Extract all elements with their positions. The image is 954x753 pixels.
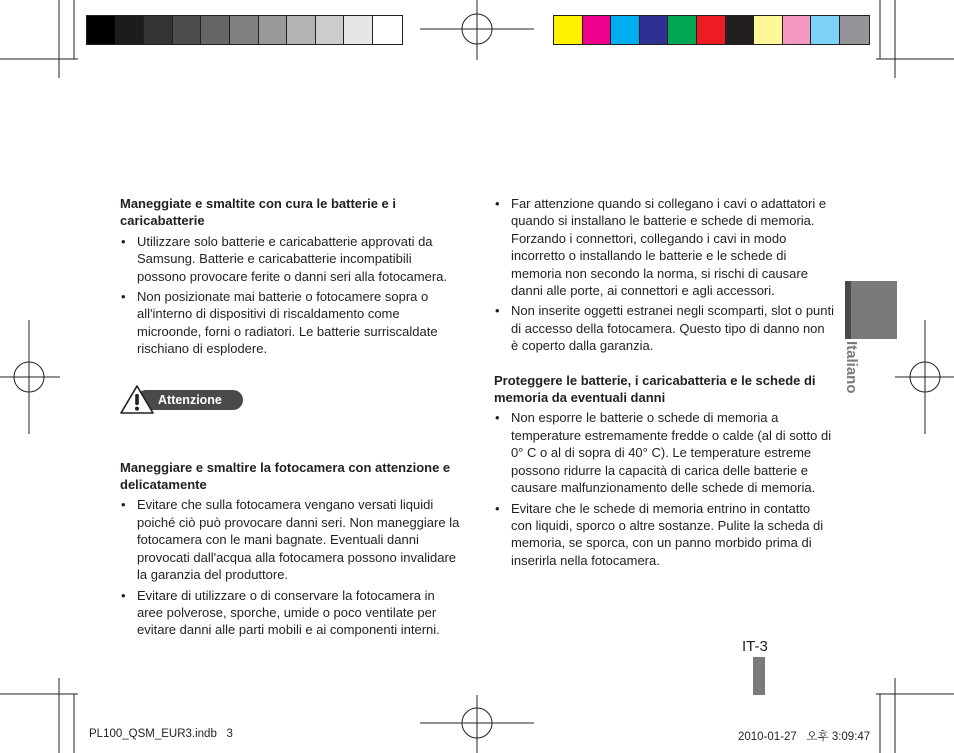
color-swatch	[287, 16, 316, 44]
bullet-list-connectors	[494, 195, 834, 355]
color-swatch	[754, 16, 783, 44]
list-item: • Non esporre le batterie o schede di memoria a temperature estremamente fredde o calde (al di sotto di 0° C o al di sopra di 40° C). Le temperature estreme possono ridurre la capacità di carica delle batterie e causare malfunzionamento delle schede di memoria.	[495, 410, 832, 496]
warning-triangle-icon	[120, 385, 154, 415]
list-item: • Utilizzare solo batterie e caricabatterie approvati da Samsung. Batterie e caricabatterie incompatibili possono provocare ferite o danni seri alla fotocamera.	[121, 233, 448, 284]
section-heading-camera-handling: Maneggiare e smaltire la fotocamera con attenzione e delicatamente	[120, 459, 451, 493]
grayscale-color-bar	[86, 15, 403, 45]
color-swatch	[259, 16, 288, 44]
right-column	[494, 195, 834, 572]
bullet-list-batteries	[120, 233, 460, 358]
color-swatch	[554, 16, 583, 44]
section-heading-batteries: Maneggiate e smaltite con cura le batterie e i caricabatterie	[120, 196, 396, 229]
list-item: • Non posizionate mai batterie o fotocamere sopra o all'interno di dispositivi di riscaldamento come microonde, forni o radiatori. Le batterie surriscaldate rischiano di esplodere.	[121, 289, 438, 357]
process-color-bar	[553, 15, 870, 45]
left-column	[120, 195, 460, 642]
color-swatch	[811, 16, 840, 44]
footer-file-name: PL100_QSM_EUR3.indb 3	[89, 728, 233, 740]
list-item: • Evitare di utilizzare o di conservare la fotocamera in aree polverose, sporche, umide o poco ventilate per evitare danni alle parti mobili e ai componenti interni.	[121, 587, 440, 638]
section-heading-protect-batteries: Proteggere le batterie, i caricabatteria e le schede di memoria da eventuali danni	[494, 372, 816, 406]
page-number-tab	[753, 657, 765, 695]
color-swatch	[87, 16, 116, 44]
color-swatch	[373, 16, 402, 44]
color-swatch	[726, 16, 755, 44]
list-item: • Evitare che sulla fotocamera vengano versati liquidi poiché ciò può provocare danni seri. Non maneggiare la fotocamera con le mani bagnate. Eventuali danni provocati dall'acqua alla fotocamera possono invalidare la garanzia del produttore.	[121, 497, 460, 583]
language-tab-label: Italiano	[843, 341, 860, 394]
color-swatch	[344, 16, 373, 44]
color-swatch	[230, 16, 259, 44]
color-swatch	[668, 16, 697, 44]
language-tab	[851, 281, 897, 339]
caution-badge	[120, 385, 246, 413]
color-swatch	[316, 16, 345, 44]
color-swatch	[583, 16, 612, 44]
list-item: • Far attenzione quando si collegano i cavi o adattatori e quando si installano le batterie e schede di memoria. Forzando i connettori, collegando i cavi in modo incorretto o installando le batterie e le schede di memoria non secondo la norma, si rischi di causare danni alle porte, ai connettori e agli accessori.	[495, 196, 827, 299]
color-swatch	[116, 16, 145, 44]
list-item: • Non inserite oggetti estranei negli scomparti, slot o punti di accesso della fotocamera. Questo tipo di danno non è coperto dalla garanzia.	[495, 303, 835, 354]
page-number: IT-3	[742, 638, 768, 655]
list-item: • Evitare che le schede di memoria entrino in contatto con liquidi, sporco o altre sostanze. Pulite la scheda di memoria, se sporca, con un panno morbido prima di inserirla nella fotocamera.	[495, 500, 824, 568]
color-swatch	[783, 16, 812, 44]
color-swatch	[611, 16, 640, 44]
bullet-list-protect-batteries	[494, 409, 834, 569]
footer-timestamp: 2010-01-27 오후 3:09:47	[738, 731, 871, 743]
color-swatch	[201, 16, 230, 44]
color-swatch	[640, 16, 669, 44]
color-swatch	[144, 16, 173, 44]
color-swatch	[697, 16, 726, 44]
bullet-list-camera-handling	[120, 496, 460, 638]
color-swatch	[173, 16, 202, 44]
caution-label: Attenzione	[136, 390, 243, 410]
color-swatch	[840, 16, 869, 44]
